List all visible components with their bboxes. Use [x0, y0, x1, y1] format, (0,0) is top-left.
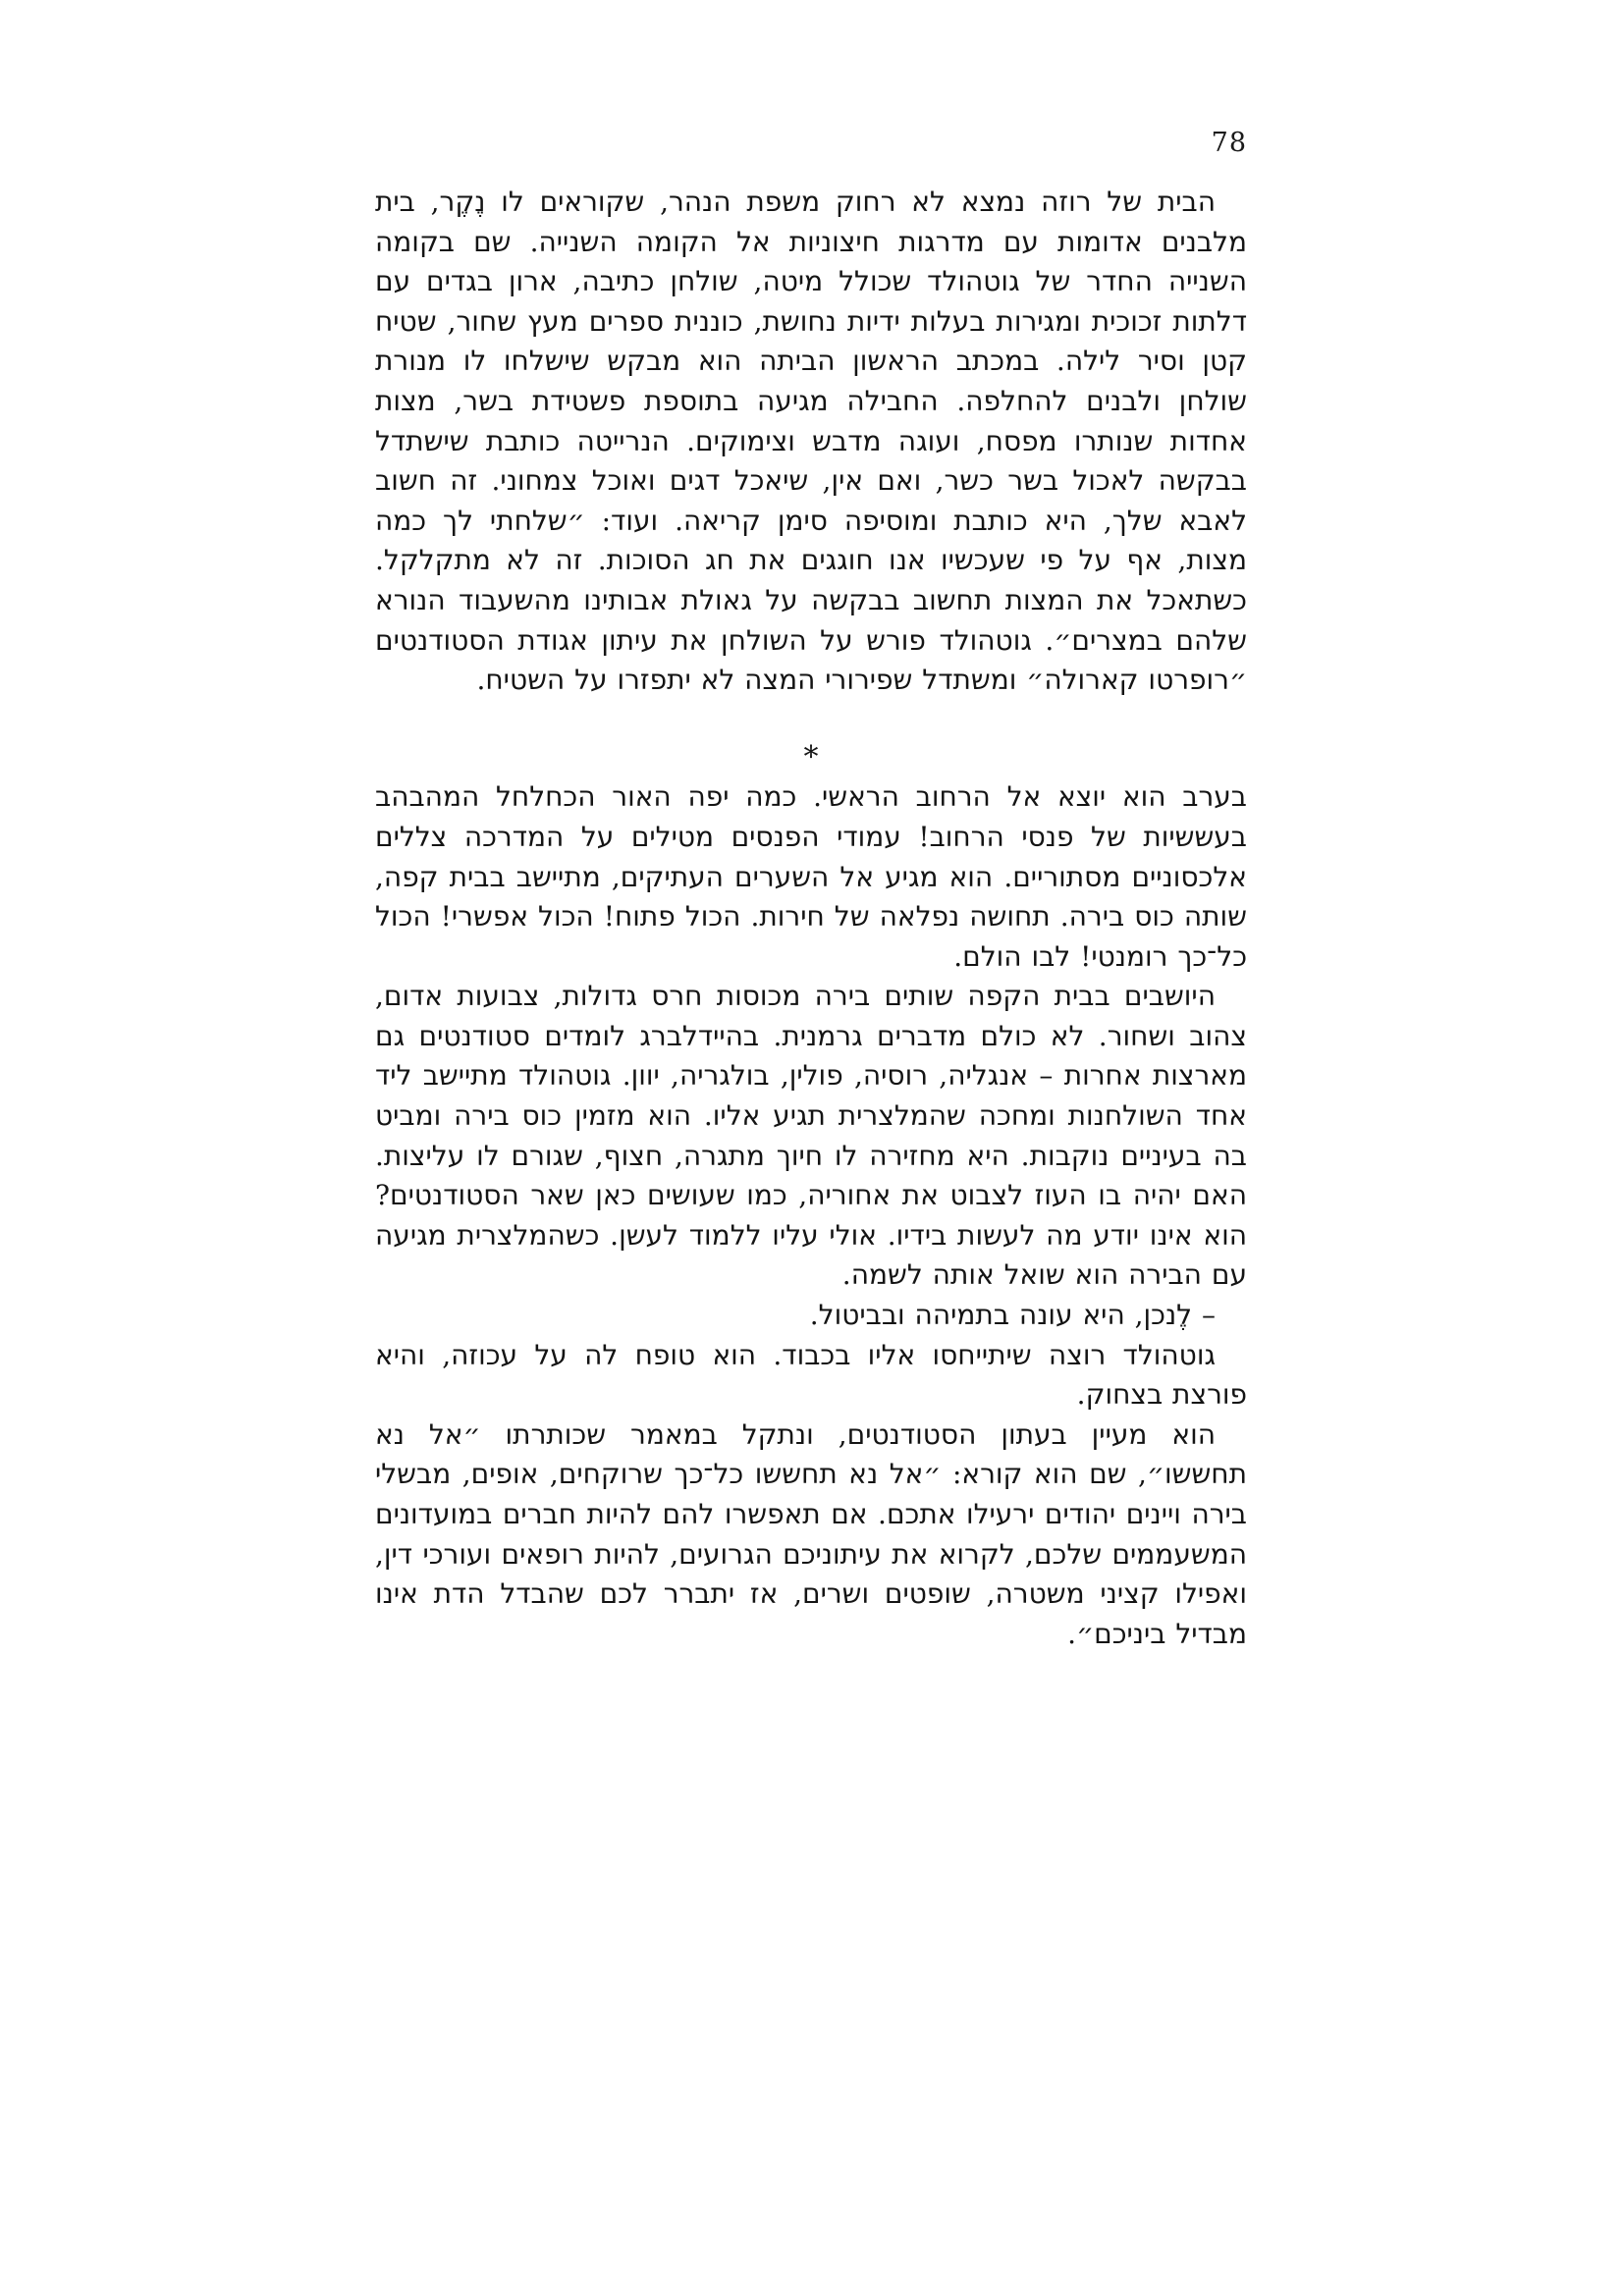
body-paragraph-1: הבית של רוזה נמצא לא רחוק משפת הנהר, שקוראים לו נֶקֶר, בית מלבנים אדומות עם מדרגות חיצוניות אל הקומה השנייה. שם בקומה השנייה החדר של גוטהולד שכולל מיטה, שולחן כתיבה, ארון בגדים עם דלתות זכוכית ומגירות בעלות ידיות נחושת, כוננית ספרים מעץ שחור, שטיח קטן וסיר לילה. במכתב הראשון הביתה הוא מבקש שישלחו לו מנורת שולחן ולבנים להחלפה. החבילה מגיעה בתוספת פשטידת בשר, מצות אחדות שנותרו מפסח, ועוגה מדבש וצימוקים. הנרייטה כותבת שישתדל בבקשה לאכול בשר כשר, ואם אין, שיאכל דגים ואוכל צמחוני. זה חשוב לאבא שלך, היא כותבת ומוסיפה סימן קריאה. ועוד: ״שלחתי לך כמה מצות, אף על פי שעכשיו אנו חוגגים את חג הסוכות. זה לא מתקלקל. כשתאכל את המצות תחשוב בבקשה על גאולת אבותינו מהשעבוד הנורא שלהם במצרים״. גוטהולד פורש על השולחן את עיתון אגודת הסטודנטים ״רופרטו קארולה״ ומשתדל שפירורי המצה לא יתפזרו על השטיח.	[375, 186, 1247, 697]
dialogue-line: – לֶנכן, היא עונה בתמיהה ובביטול.	[809, 1299, 1216, 1332]
body-paragraph-3: היושבים בבית הקפה שותים בירה מכוסות חרס גדולות, צבועות אדום, צהוב ושחור. לא כולם מדברים גרמנית. בהיידלברג לומדים סטודנטים גם מארצות אחרות – אנגליה, רוסיה, פולין, בולגריה, יוון. גוטהולד מתיישב ליד אחד השולחנות ומחכה שהמלצרית תגיע אליו. הוא מזמין כוס בירה ומביט בה בעיניים נוקבות. היא מחזירה לו חיוך מתגרה, חצוף, שגורם לו עליצות. האם יהיה בו העוז לצבוט את אחוריה, כמו שעושים כאן שאר הסטודנטים? הוא אינו יודע מה לעשות בידיו. אולי עליו ללמוד לעשן. כשהמלצרית מגיעה עם הבירה הוא שואל אותה לשמה.	[375, 980, 1247, 1292]
body-paragraph-4: גוטהולד רוצה שיתייחסו אליו בכבוד. הוא טופח לה על עכוזה, והיא פורצת בצחוק.	[375, 1338, 1247, 1412]
body-paragraph-2: בערב הוא יוצא אל הרחוב הראשי. כמה יפה האור הכחלחל המהבהב בעששיות של פנסי הרחוב! עמודי הפנסים מטילים על המדרכה צללים אלכסוניים מסתוריים. הוא מגיע אל השערים העתיקים, מתיישב בבית קפה, שותה כוס בירה. תחושה נפלאה של חירות. הכול פתוח! הכול אפשרי! הכול כל־כך רומנטי! לבו הולם.	[375, 780, 1247, 973]
page-number: 78	[1211, 128, 1247, 158]
section-break-asterisk: *	[803, 739, 819, 774]
main-text-block	[375, 183, 1247, 1654]
body-paragraph-5: הוא מעיין בעתון הסטודנטים, ונתקל במאמר שכותרתו ״אל נא תחששו״, שם הוא קורא: ״אל נא תחששו כל־כך שרוקחים, אופים, מבשלי בירה ויינים יהודים ירעילו אתכם. אם תאפשרו להם להיות חברים במועדונים המשעממים שלכם, לקרוא את עיתוניכם הגרועים, להיות רופאים ועורכי דין, ואפילו קציני משטרה, שופטים ושרים, אז יתברר לכם שהבדל הדת אינו מבדיל ביניכם״.	[375, 1417, 1247, 1650]
